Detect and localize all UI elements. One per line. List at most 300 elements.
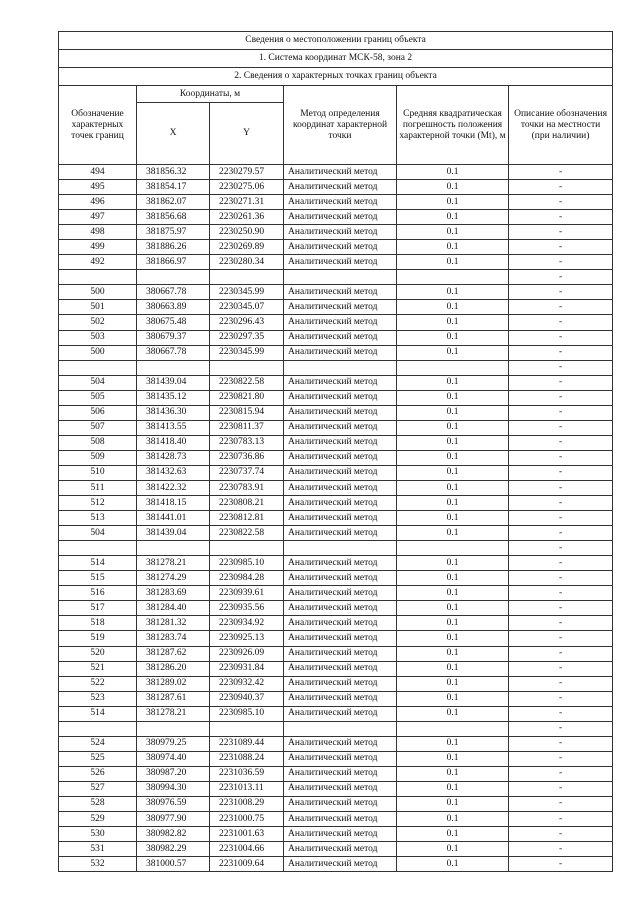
- cell-x: 381435.12: [137, 390, 210, 405]
- cell-method: Аналитический метод: [284, 571, 397, 586]
- cell-point: 503: [59, 330, 137, 345]
- cell-error: [397, 541, 509, 556]
- table-row: [59, 330, 613, 345]
- cell-error: 0.1: [397, 766, 509, 781]
- cell-y: [210, 360, 284, 375]
- cell-method: Аналитический метод: [284, 661, 397, 676]
- cell-method: Аналитический метод: [284, 465, 397, 480]
- cell-x: 380667.78: [137, 345, 210, 360]
- cell-error: 0.1: [397, 300, 509, 315]
- cell-y: 2230345.99: [210, 285, 284, 300]
- table-row: [59, 210, 613, 225]
- cell-desc: -: [509, 676, 613, 691]
- cell-desc: -: [509, 511, 613, 526]
- table-row: [59, 480, 613, 495]
- cell-method: Аналитический метод: [284, 225, 397, 240]
- cell-error: 0.1: [397, 435, 509, 450]
- col-x-header: X: [137, 103, 210, 165]
- cell-y: 2230297.35: [210, 330, 284, 345]
- cell-method: [284, 360, 397, 375]
- cell-x: 381281.32: [137, 616, 210, 631]
- table-row: [59, 255, 613, 270]
- cell-error: 0.1: [397, 586, 509, 601]
- col-point-header: Обозначение характерных точек границ: [59, 86, 137, 165]
- cell-desc: -: [509, 360, 613, 375]
- cell-y: 2231013.11: [210, 781, 284, 796]
- cell-y: 2230926.09: [210, 646, 284, 661]
- cell-error: 0.1: [397, 165, 509, 180]
- table-row: [59, 631, 613, 646]
- cell-error: 0.1: [397, 450, 509, 465]
- cell-y: 2230925.13: [210, 631, 284, 646]
- cell-method: Аналитический метод: [284, 736, 397, 751]
- table-row: [59, 450, 613, 465]
- cell-point: 527: [59, 781, 137, 796]
- cell-point: 520: [59, 646, 137, 661]
- col-desc-header: Описание обозначения точки на местности (при наличии): [509, 86, 613, 165]
- cell-method: Аналитический метод: [284, 315, 397, 330]
- cell-error: 0.1: [397, 195, 509, 210]
- cell-desc: -: [509, 450, 613, 465]
- cell-error: 0.1: [397, 526, 509, 541]
- cell-desc: -: [509, 240, 613, 255]
- cell-y: 2231036.59: [210, 766, 284, 781]
- table-row: [59, 812, 613, 827]
- cell-error: 0.1: [397, 390, 509, 405]
- cell-x: 381283.74: [137, 631, 210, 646]
- cell-desc: -: [509, 420, 613, 435]
- table-row: [59, 646, 613, 661]
- cell-y: 2230985.10: [210, 556, 284, 571]
- cell-x: 381439.04: [137, 526, 210, 541]
- cell-desc: -: [509, 315, 613, 330]
- boundary-points-table: [58, 31, 613, 872]
- cell-point: 516: [59, 586, 137, 601]
- cell-desc: -: [509, 375, 613, 390]
- cell-desc: -: [509, 390, 613, 405]
- cell-error: 0.1: [397, 345, 509, 360]
- cell-error: 0.1: [397, 751, 509, 766]
- cell-desc: -: [509, 646, 613, 661]
- cell-method: Аналитический метод: [284, 601, 397, 616]
- cell-desc: -: [509, 842, 613, 857]
- cell-desc: -: [509, 345, 613, 360]
- table-row: [59, 465, 613, 480]
- cell-y: 2230296.43: [210, 315, 284, 330]
- cell-error: 0.1: [397, 496, 509, 511]
- cell-y: 2231089.44: [210, 736, 284, 751]
- cell-x: 380994.30: [137, 781, 210, 796]
- cell-x: 381278.21: [137, 706, 210, 721]
- cell-method: Аналитический метод: [284, 812, 397, 827]
- cell-desc: -: [509, 661, 613, 676]
- cell-method: Аналитический метод: [284, 255, 397, 270]
- cell-error: 0.1: [397, 420, 509, 435]
- cell-y: 2230345.07: [210, 300, 284, 315]
- cell-error: 0.1: [397, 465, 509, 480]
- cell-y: 2230984.28: [210, 571, 284, 586]
- cell-x: 381862.07: [137, 195, 210, 210]
- cell-method: Аналитический метод: [284, 375, 397, 390]
- cell-desc: -: [509, 691, 613, 706]
- cell-desc: -: [509, 496, 613, 511]
- cell-error: [397, 270, 509, 285]
- table-row: [59, 857, 613, 872]
- cell-y: 2230275.06: [210, 180, 284, 195]
- cell-desc: -: [509, 195, 613, 210]
- cell-point: 508: [59, 435, 137, 450]
- cell-desc: -: [509, 601, 613, 616]
- cell-error: 0.1: [397, 676, 509, 691]
- cell-x: 381000.57: [137, 857, 210, 872]
- cell-method: Аналитический метод: [284, 781, 397, 796]
- cell-x: [137, 360, 210, 375]
- cell-point: 504: [59, 375, 137, 390]
- cell-point: 500: [59, 345, 137, 360]
- cell-y: [210, 721, 284, 736]
- cell-x: 381286.20: [137, 661, 210, 676]
- table-row: [59, 842, 613, 857]
- cell-point: 514: [59, 706, 137, 721]
- cell-error: 0.1: [397, 210, 509, 225]
- cell-y: 2230815.94: [210, 405, 284, 420]
- cell-error: 0.1: [397, 736, 509, 751]
- table-row: [59, 526, 613, 541]
- cell-y: 2231001.63: [210, 827, 284, 842]
- cell-x: 381284.40: [137, 601, 210, 616]
- cell-point: 529: [59, 812, 137, 827]
- cell-point: 499: [59, 240, 137, 255]
- cell-method: Аналитический метод: [284, 345, 397, 360]
- cell-point: 506: [59, 405, 137, 420]
- cell-y: 2231008.29: [210, 796, 284, 811]
- table-row: [59, 375, 613, 390]
- cell-desc: -: [509, 736, 613, 751]
- cell-y: 2231004.66: [210, 842, 284, 857]
- cell-point: 513: [59, 511, 137, 526]
- col-y-header: Y: [210, 103, 284, 165]
- cell-point: 512: [59, 496, 137, 511]
- cell-y: 2231000.75: [210, 812, 284, 827]
- table-body: [59, 165, 613, 872]
- table-row: [59, 556, 613, 571]
- cell-point: 492: [59, 255, 137, 270]
- cell-error: 0.1: [397, 240, 509, 255]
- cell-x: 381866.97: [137, 255, 210, 270]
- cell-error: 0.1: [397, 691, 509, 706]
- cell-method: Аналитический метод: [284, 766, 397, 781]
- cell-y: 2230250.90: [210, 225, 284, 240]
- cell-y: 2230783.91: [210, 480, 284, 495]
- cell-x: 381436.30: [137, 405, 210, 420]
- cell-method: Аналитический метод: [284, 165, 397, 180]
- document-page: [58, 31, 612, 872]
- cell-point: 528: [59, 796, 137, 811]
- cell-y: 2231088.24: [210, 751, 284, 766]
- cell-y: 2230931.84: [210, 661, 284, 676]
- cell-error: 0.1: [397, 842, 509, 857]
- cell-y: 2230940.37: [210, 691, 284, 706]
- cell-x: 381854.17: [137, 180, 210, 195]
- table-row: [59, 360, 613, 375]
- cell-error: 0.1: [397, 646, 509, 661]
- cell-point: 501: [59, 300, 137, 315]
- cell-method: Аналитический метод: [284, 496, 397, 511]
- cell-point: 532: [59, 857, 137, 872]
- cell-method: Аналитический метод: [284, 691, 397, 706]
- cell-point: 521: [59, 661, 137, 676]
- cell-method: Аналитический метод: [284, 420, 397, 435]
- cell-x: 381432.63: [137, 465, 210, 480]
- cell-point: 498: [59, 225, 137, 240]
- cell-point: [59, 360, 137, 375]
- cell-desc: -: [509, 435, 613, 450]
- table-row: [59, 195, 613, 210]
- cell-method: [284, 270, 397, 285]
- cell-y: 2230271.31: [210, 195, 284, 210]
- table-row: [59, 225, 613, 240]
- cell-y: [210, 541, 284, 556]
- col-coords-header: Координаты, м: [137, 86, 284, 103]
- cell-desc: -: [509, 812, 613, 827]
- cell-x: [137, 541, 210, 556]
- cell-desc: -: [509, 857, 613, 872]
- cell-desc: -: [509, 300, 613, 315]
- cell-error: 0.1: [397, 255, 509, 270]
- cell-y: 2230783.13: [210, 435, 284, 450]
- cell-desc: -: [509, 781, 613, 796]
- cell-method: Аналитический метод: [284, 390, 397, 405]
- cell-method: Аналитический метод: [284, 330, 397, 345]
- cell-error: 0.1: [397, 812, 509, 827]
- cell-point: 500: [59, 285, 137, 300]
- table-row: [59, 736, 613, 751]
- cell-error: 0.1: [397, 405, 509, 420]
- cell-y: 2230934.92: [210, 616, 284, 631]
- cell-x: 381287.61: [137, 691, 210, 706]
- table-row: [59, 420, 613, 435]
- cell-y: 2230935.56: [210, 601, 284, 616]
- cell-error: 0.1: [397, 571, 509, 586]
- cell-point: 504: [59, 526, 137, 541]
- table-row: [59, 571, 613, 586]
- table-row: [59, 601, 613, 616]
- table-row: [59, 616, 613, 631]
- table-row: [59, 435, 613, 450]
- cell-x: 380976.59: [137, 796, 210, 811]
- cell-method: Аналитический метод: [284, 405, 397, 420]
- cell-y: 2230279.57: [210, 165, 284, 180]
- cell-error: 0.1: [397, 556, 509, 571]
- cell-point: 502: [59, 315, 137, 330]
- table-row: [59, 270, 613, 285]
- cell-x: 380977.90: [137, 812, 210, 827]
- coordinate-system: 1. Система координат МСК-58, зона 2: [59, 50, 613, 68]
- cell-error: [397, 721, 509, 736]
- cell-x: 381441.01: [137, 511, 210, 526]
- cell-error: 0.1: [397, 661, 509, 676]
- cell-method: Аналитический метод: [284, 751, 397, 766]
- cell-method: [284, 721, 397, 736]
- table-row: [59, 180, 613, 195]
- cell-desc: -: [509, 210, 613, 225]
- cell-y: 2230939.61: [210, 586, 284, 601]
- cell-error: 0.1: [397, 631, 509, 646]
- cell-desc: -: [509, 180, 613, 195]
- cell-method: Аналитический метод: [284, 842, 397, 857]
- cell-error: 0.1: [397, 796, 509, 811]
- cell-method: Аналитический метод: [284, 857, 397, 872]
- cell-method: Аналитический метод: [284, 511, 397, 526]
- table-row: [59, 240, 613, 255]
- table-row: [59, 751, 613, 766]
- cell-method: Аналитический метод: [284, 586, 397, 601]
- cell-method: Аналитический метод: [284, 827, 397, 842]
- cell-desc: -: [509, 330, 613, 345]
- cell-point: 495: [59, 180, 137, 195]
- cell-error: 0.1: [397, 781, 509, 796]
- table-row: [59, 405, 613, 420]
- cell-desc: -: [509, 766, 613, 781]
- cell-method: Аналитический метод: [284, 676, 397, 691]
- cell-desc: -: [509, 285, 613, 300]
- cell-error: 0.1: [397, 315, 509, 330]
- cell-x: 380982.82: [137, 827, 210, 842]
- cell-desc: -: [509, 827, 613, 842]
- table-row: [59, 721, 613, 736]
- cell-point: 507: [59, 420, 137, 435]
- cell-x: 380974.40: [137, 751, 210, 766]
- cell-desc: -: [509, 270, 613, 285]
- cell-point: 522: [59, 676, 137, 691]
- cell-point: 526: [59, 766, 137, 781]
- cell-desc: -: [509, 255, 613, 270]
- cell-method: Аналитический метод: [284, 796, 397, 811]
- cell-point: 517: [59, 601, 137, 616]
- cell-x: 380663.89: [137, 300, 210, 315]
- cell-y: 2230811.37: [210, 420, 284, 435]
- cell-point: 525: [59, 751, 137, 766]
- cell-desc: -: [509, 225, 613, 240]
- cell-method: Аналитический метод: [284, 646, 397, 661]
- cell-error: 0.1: [397, 225, 509, 240]
- cell-y: 2230822.58: [210, 375, 284, 390]
- cell-x: 380675.48: [137, 315, 210, 330]
- cell-point: 530: [59, 827, 137, 842]
- cell-point: [59, 541, 137, 556]
- cell-x: 381274.29: [137, 571, 210, 586]
- table-row: [59, 496, 613, 511]
- cell-desc: -: [509, 751, 613, 766]
- cell-y: 2230808.21: [210, 496, 284, 511]
- cell-method: Аналитический метод: [284, 180, 397, 195]
- cell-method: Аналитический метод: [284, 526, 397, 541]
- cell-desc: -: [509, 556, 613, 571]
- cell-y: 2230280.34: [210, 255, 284, 270]
- table-row: [59, 300, 613, 315]
- cell-desc: -: [509, 541, 613, 556]
- table-row: [59, 541, 613, 556]
- table-row: [59, 390, 613, 405]
- table-row: [59, 165, 613, 180]
- cell-y: 2230737.74: [210, 465, 284, 480]
- cell-point: 524: [59, 736, 137, 751]
- cell-y: 2230261.36: [210, 210, 284, 225]
- table-row: [59, 706, 613, 721]
- cell-x: 381289.02: [137, 676, 210, 691]
- cell-point: 519: [59, 631, 137, 646]
- cell-point: 510: [59, 465, 137, 480]
- table-row: [59, 586, 613, 601]
- cell-x: 381418.15: [137, 496, 210, 511]
- cell-desc: -: [509, 616, 613, 631]
- cell-method: Аналитический метод: [284, 285, 397, 300]
- cell-error: 0.1: [397, 480, 509, 495]
- cell-point: 514: [59, 556, 137, 571]
- cell-point: 511: [59, 480, 137, 495]
- cell-desc: -: [509, 480, 613, 495]
- cell-desc: -: [509, 165, 613, 180]
- cell-method: Аналитический метод: [284, 240, 397, 255]
- cell-y: 2230822.58: [210, 526, 284, 541]
- cell-x: 381413.55: [137, 420, 210, 435]
- cell-desc: -: [509, 465, 613, 480]
- cell-point: 505: [59, 390, 137, 405]
- cell-method: Аналитический метод: [284, 195, 397, 210]
- table-row: [59, 676, 613, 691]
- col-method-header: Метод определения координат характерной точки: [284, 86, 397, 165]
- cell-x: 381428.73: [137, 450, 210, 465]
- cell-point: 497: [59, 210, 137, 225]
- cell-method: [284, 541, 397, 556]
- table-row: [59, 766, 613, 781]
- cell-error: 0.1: [397, 616, 509, 631]
- table-row: [59, 796, 613, 811]
- section-title: 2. Сведения о характерных точках границ объекта: [59, 68, 613, 86]
- cell-method: Аналитический метод: [284, 435, 397, 450]
- cell-error: 0.1: [397, 511, 509, 526]
- cell-method: Аналитический метод: [284, 631, 397, 646]
- cell-x: 380979.25: [137, 736, 210, 751]
- cell-point: [59, 721, 137, 736]
- cell-method: Аналитический метод: [284, 706, 397, 721]
- table-row: [59, 661, 613, 676]
- cell-x: 381287.62: [137, 646, 210, 661]
- cell-x: 381283.69: [137, 586, 210, 601]
- cell-x: 381418.40: [137, 435, 210, 450]
- cell-y: 2230812.81: [210, 511, 284, 526]
- cell-x: 381856.68: [137, 210, 210, 225]
- cell-error: 0.1: [397, 857, 509, 872]
- cell-point: [59, 270, 137, 285]
- table-row: [59, 511, 613, 526]
- cell-point: 494: [59, 165, 137, 180]
- cell-x: 380987.20: [137, 766, 210, 781]
- cell-method: Аналитический метод: [284, 450, 397, 465]
- cell-desc: -: [509, 405, 613, 420]
- cell-x: 381422.32: [137, 480, 210, 495]
- cell-y: 2230985.10: [210, 706, 284, 721]
- cell-point: 509: [59, 450, 137, 465]
- cell-method: Аналитический метод: [284, 210, 397, 225]
- cell-error: 0.1: [397, 180, 509, 195]
- col-error-header: Средняя квадратическая погрешность положения характерной точки (Mt), м: [397, 86, 509, 165]
- cell-x: 381856.32: [137, 165, 210, 180]
- cell-method: Аналитический метод: [284, 556, 397, 571]
- cell-y: 2230736.86: [210, 450, 284, 465]
- cell-y: 2231009.64: [210, 857, 284, 872]
- cell-point: 523: [59, 691, 137, 706]
